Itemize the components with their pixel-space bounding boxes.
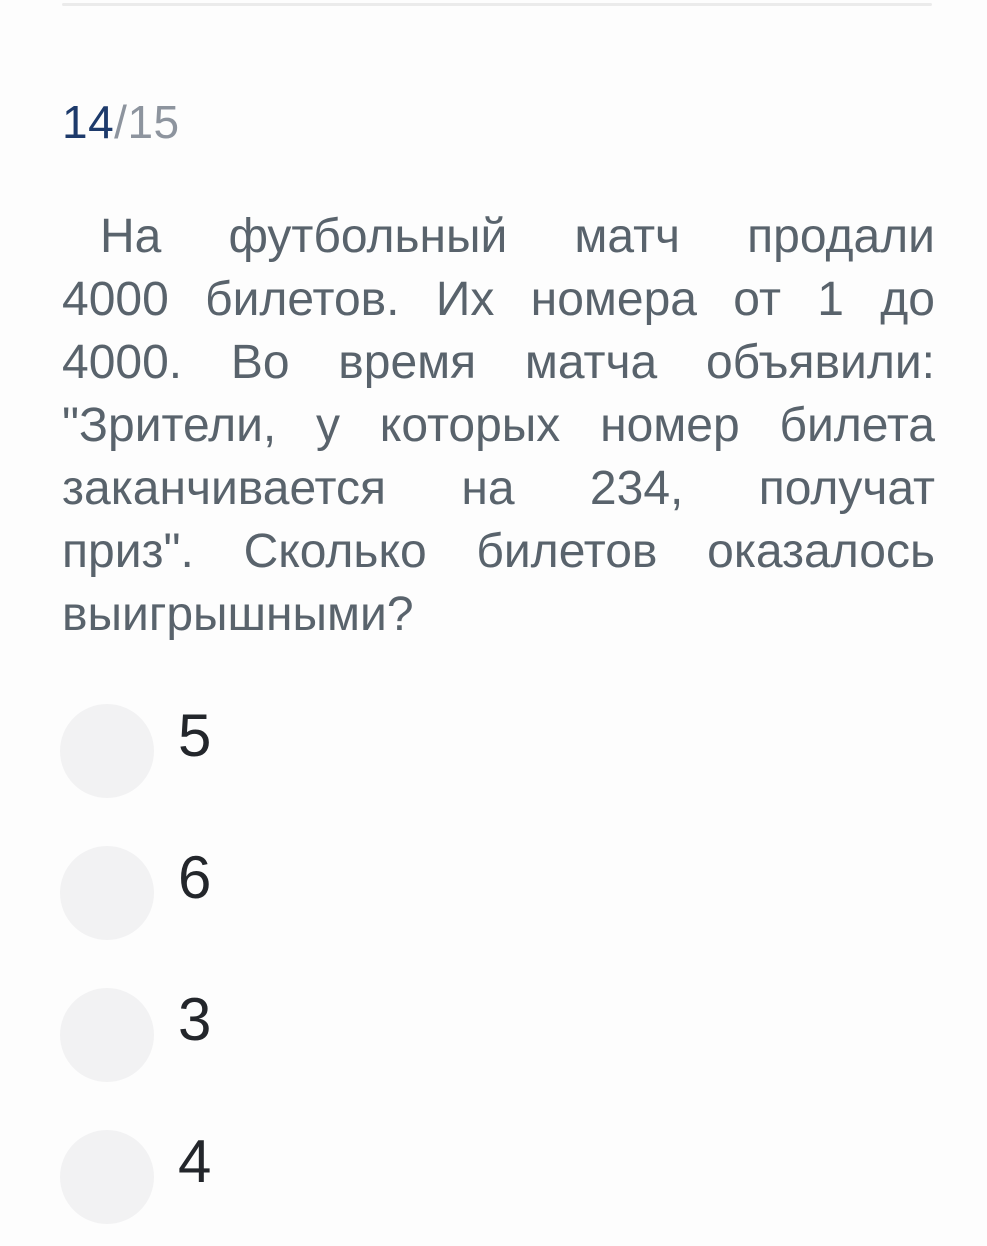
question-counter-total: 15 [127,96,180,148]
answer-option-label: 5 [178,702,212,769]
question-line: 4000. Во время матча объявили: [62,336,935,389]
question-line: выигрышными? [62,588,414,641]
answer-option[interactable] [60,1130,211,1224]
question-counter [62,96,180,148]
answer-option-label: 4 [178,1128,212,1195]
question-line: приз". Сколько билетов оказалось [62,525,935,578]
answer-option[interactable] [60,846,211,940]
question-line: заканчивается на 234, получат [62,462,935,515]
answer-option-label: 6 [178,844,212,911]
question-line: На футбольный матч продали [100,210,935,263]
answer-option[interactable] [60,704,211,798]
answer-option[interactable] [60,988,211,1082]
question-counter-separator: / [114,96,128,148]
radio-button-icon[interactable] [60,1130,154,1224]
question-text [62,205,935,646]
top-divider [62,3,932,6]
question-counter-current: 14 [62,96,115,148]
question-line: "Зрители, у которых номер билета [62,399,935,452]
answer-options [60,704,211,1246]
radio-button-icon[interactable] [60,988,154,1082]
radio-button-icon[interactable] [60,704,154,798]
radio-button-icon[interactable] [60,846,154,940]
answer-option-label: 3 [178,986,212,1053]
question-line: 4000 билетов. Их номера от 1 до [62,273,935,326]
